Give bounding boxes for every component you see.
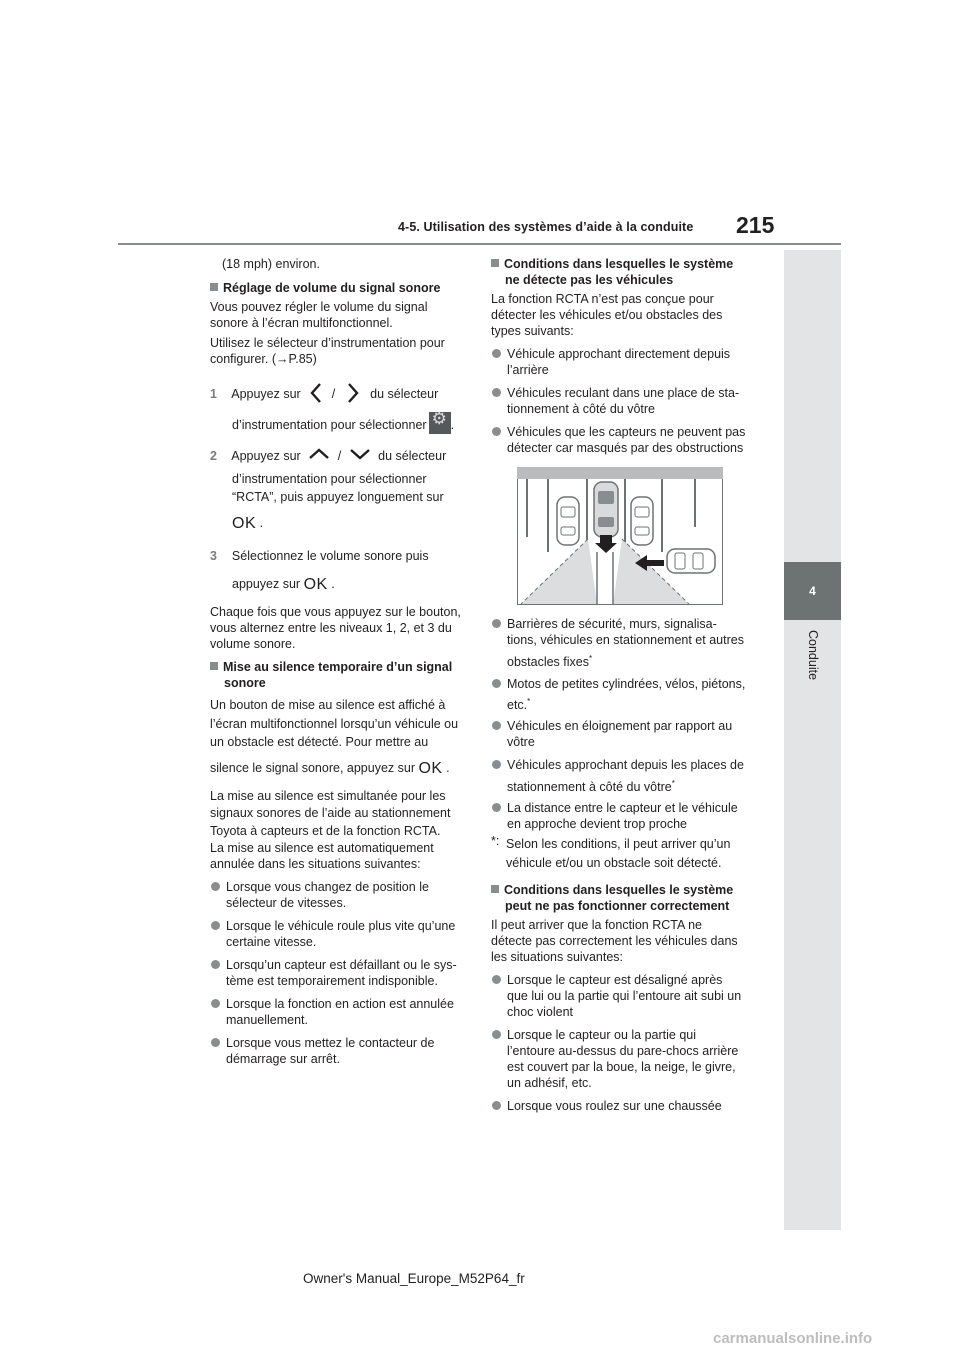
list-item: Véhicules que les capteurs ne peuvent pas	[491, 424, 761, 440]
step-2-cont: “RCTA”, puis appuyez longuement sur	[232, 490, 444, 504]
list-item-cont: sélecteur de vitesses.	[226, 896, 347, 910]
left-column	[210, 250, 472, 1130]
ok-button-icon: OK	[232, 515, 257, 532]
chapter-label: Conduite	[805, 630, 820, 681]
chevron-down-icon	[349, 448, 371, 464]
list-item: La distance entre le capteur et le véhicule	[491, 800, 761, 816]
list-item-cont: l’arrière	[507, 363, 549, 377]
arrow-right-icon: →	[276, 352, 289, 366]
chevron-left-icon	[310, 382, 322, 408]
list-item-cont: en approche devient trop proche	[507, 817, 687, 831]
list-item: Lorsque vous roulez sur une chaussée	[491, 1098, 761, 1114]
continued-text: (18 mph) environ.	[222, 257, 320, 271]
step-1: 1 Appuyez sur / du sélecteur	[210, 382, 472, 408]
list-item-cont: que lui ou la partie qui l’entoure ait subi un	[507, 989, 742, 1003]
footnote: véhicule et/ou un obstacle soit détecté.	[506, 856, 722, 870]
side-tab-lower	[784, 620, 841, 1230]
para: Il peut arriver que la fonction RCTA ne	[491, 918, 702, 932]
list-item: Lorsqu’un capteur est défaillant ou le sys-	[210, 957, 472, 973]
para: vous alternez entre les niveaux 1, 2, et 3 du	[210, 621, 452, 635]
heading-volume: Réglage de volume du signal sonore	[210, 280, 472, 296]
list-item-cont: choc violent	[507, 1005, 574, 1019]
section-title: 4-5. Utilisation des systèmes d’aide à la conduite	[398, 220, 694, 234]
heading-cont: ne détecte pas les véhicules	[505, 273, 674, 287]
para: Utilisez le sélecteur d’instrumentation pour	[210, 336, 445, 350]
para: volume sonore.	[210, 637, 296, 651]
ok-button-icon: OK	[303, 576, 328, 593]
list-item-cont: tions, véhicules en stationnement et autres	[507, 633, 744, 647]
para: La mise au silence est automatiquement	[210, 841, 434, 855]
list-item: Lorsque le véhicule roule plus vite qu’une	[210, 918, 472, 934]
list-item: Véhicules approchant depuis les places de	[491, 757, 761, 773]
footnote-mark: *:	[491, 834, 500, 848]
para: l’écran multifonctionnel lorsqu’un véhicule ou	[210, 717, 459, 731]
heading-mute-cont: sonore	[224, 676, 266, 690]
list-item-cont: tionnement à côté du vôtre	[507, 402, 656, 416]
list-item: Véhicules reculant dans une place de sta-	[491, 385, 761, 401]
step-3: 3 Sélectionnez le volume sonore puis	[210, 549, 429, 563]
para: sonore à l’écran multifonctionnel.	[210, 316, 393, 330]
step-2-cont: d’instrumentation pour sélectionner	[232, 472, 427, 486]
para: détecter les véhicules et/ou obstacles des	[491, 308, 723, 322]
para: Un bouton de mise au silence est affiché à	[210, 698, 446, 712]
right-column	[491, 250, 761, 1130]
para: silence le signal sonore, appuyez sur OK .	[210, 760, 450, 777]
list-item: Lorsque la fonction en action est annulée	[210, 996, 472, 1012]
step-1-cont: d’instrumentation pour sélectionner⚙ .	[210, 412, 472, 434]
list-item: Motos de petites cylindrées, vélos, piétons,	[491, 676, 761, 692]
list-item-cont: démarrage sur arrêt.	[226, 1052, 340, 1066]
list-item-cont: l’entoure au-dessus du pare-chocs arrière	[507, 1044, 739, 1058]
list-item-cont: obstacles fixes*	[507, 654, 593, 670]
heading-may-not-work: Conditions dans lesquelles le système	[491, 882, 761, 898]
step-2-ok: OK .	[232, 515, 264, 532]
chevron-right-icon	[347, 382, 359, 408]
watermark: carmanualsonline.info	[713, 1330, 873, 1347]
list-item-cont: etc.*	[507, 697, 531, 713]
para: détecte pas correctement les véhicules dans	[491, 934, 738, 948]
list-item: Véhicule approchant directement depuis	[491, 346, 761, 362]
step-3-cont: appuyez sur OK .	[232, 576, 335, 593]
para: annulée dans les situations suivantes:	[210, 857, 421, 871]
list-item-cont: manuellement.	[226, 1013, 308, 1027]
footer-manual-id: Owner's Manual_Europe_M52P64_fr	[303, 1271, 525, 1286]
page-number: 215	[736, 212, 775, 238]
list-item: Lorsque le capteur est désaligné après	[491, 972, 761, 988]
para: Chaque fois que vous appuyez sur le bouton,	[210, 605, 461, 619]
step-2: 2 Appuyez sur / du sélecteur	[210, 449, 447, 463]
list-item-cont: certaine vitesse.	[226, 935, 317, 949]
para: Toyota à capteurs et de la fonction RCTA.	[210, 824, 441, 838]
heading-mute: Mise au silence temporaire d’un signal	[210, 659, 472, 675]
list-item-cont: est couvert par la boue, la neige, le givre,	[507, 1060, 736, 1074]
footnote: Selon les conditions, il peut arriver qu’un	[506, 837, 731, 851]
list-item: Lorsque le capteur ou la partie qui	[491, 1027, 761, 1043]
header-rule	[118, 243, 841, 245]
heading-cont: peut ne pas fonctionner correctement	[505, 899, 730, 913]
settings-gear-icon	[429, 412, 451, 434]
list-item: Lorsque vous changez de position le	[210, 879, 472, 895]
chevron-up-icon	[308, 448, 330, 464]
list-item-cont: stationnement à côté du vôtre*	[507, 779, 675, 795]
para: La mise au silence est simultanée pour les	[210, 789, 446, 803]
para: types suivants:	[491, 324, 574, 338]
list-item: Lorsque vous mettez le contacteur de	[210, 1035, 472, 1051]
heading-not-detect: Conditions dans lesquelles le système	[491, 256, 761, 272]
parking-illustration	[517, 467, 723, 605]
chapter-number-tab: 4	[784, 562, 841, 620]
list-item-cont: un adhésif, etc.	[507, 1076, 592, 1090]
para: Vous pouvez régler le volume du signal	[210, 300, 428, 314]
para: configurer. (→P.85)	[210, 352, 317, 366]
list-item-cont: vôtre	[507, 735, 535, 749]
list-item: Barrières de sécurité, murs, signalisa-	[491, 616, 761, 632]
para: un obstacle est détecté. Pour mettre au	[210, 735, 429, 749]
ok-button-icon: OK	[418, 760, 443, 777]
para: La fonction RCTA n’est pas conçue pour	[491, 292, 714, 306]
para: signaux sonores de l’aide au stationnement	[210, 806, 451, 820]
para: les situations suivantes:	[491, 950, 624, 964]
list-item: Véhicules en éloignement par rapport au	[491, 718, 761, 734]
list-item-cont: détecter car masqués par des obstructions	[507, 441, 744, 455]
side-tab-upper	[784, 250, 841, 562]
list-item-cont: tème est temporairement indisponible.	[226, 974, 438, 988]
